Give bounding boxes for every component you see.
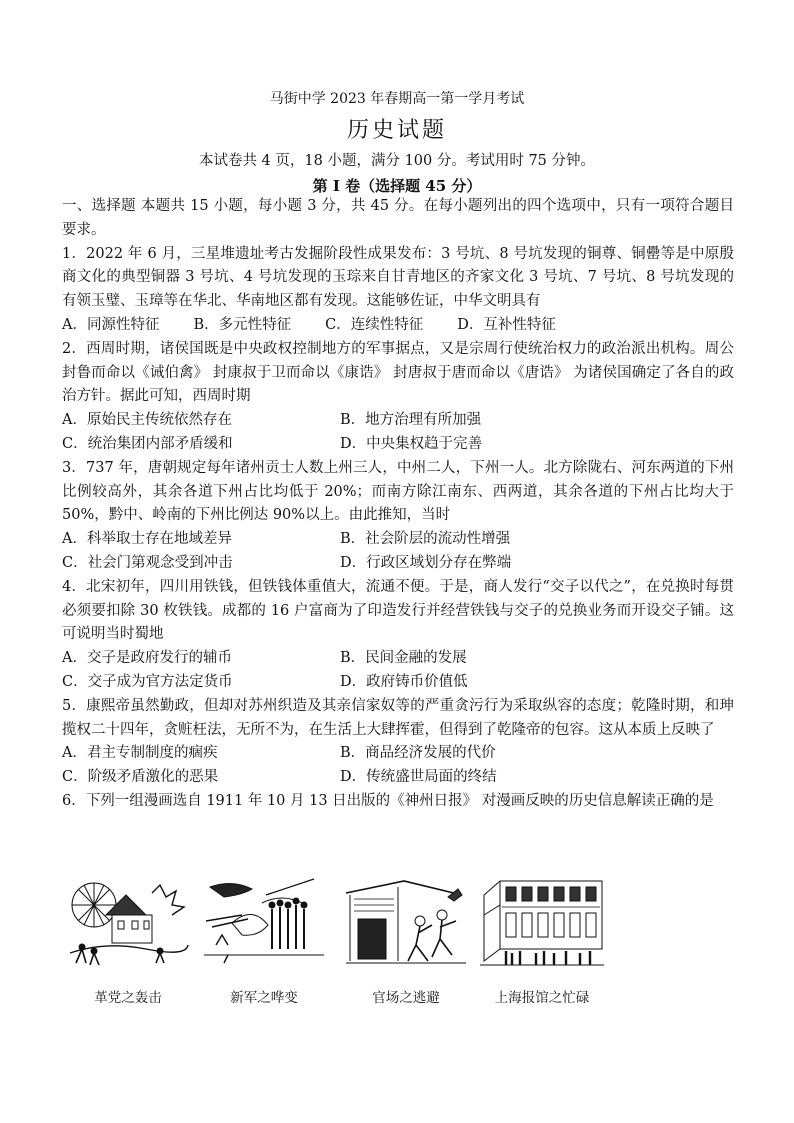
- cartoon-caption: 革党之轰击: [94, 990, 162, 1006]
- cartoon-mutiny-image: [202, 875, 326, 969]
- page-title: 历史试题: [346, 118, 447, 143]
- question-body: [62, 195, 734, 814]
- options-row: [62, 742, 734, 766]
- question-stem: 6．下列一组漫画选自 1911 年 10 月 13 日出版的《神州日报》 对漫画反映的历史信息解读正确的是: [62, 792, 714, 809]
- option: A．同源性特征: [62, 316, 160, 333]
- option: C．连续性特征: [325, 316, 424, 333]
- options-row: [62, 552, 734, 576]
- option: C．社会门第观念受到冲击: [62, 554, 233, 571]
- option: C．阶级矛盾激化的恶果: [62, 769, 219, 786]
- option: B．民间金融的发展: [340, 650, 467, 667]
- options-row: [62, 409, 734, 433]
- section-heading: 第 I 卷（选择题 45 分）: [312, 177, 482, 195]
- option: A．君主专制制度的痼疾: [62, 745, 218, 762]
- question-stem: 4．北宋初年，四川用铁钱，但铁钱体重值大，流通不便。于是，商人发行“交子以代之”，在兑换时每贯必须要扣除 30 枚铁钱。成都的 16 户富商为了印造发行并经营铁钱与交子的兑换业务而开设交子铺。这可说明当时蜀地: [62, 578, 734, 643]
- option: B．社会阶层的流动性增强: [340, 531, 511, 548]
- options-row: [62, 433, 734, 457]
- option: A．原始民主传统依然存在: [62, 412, 232, 429]
- cartoon-newspaper-office-image: [480, 875, 604, 969]
- option: B．地方治理有所加强: [340, 412, 482, 429]
- cartoon-caption: 新军之哗变: [230, 990, 298, 1006]
- option: B．商品经济发展的代价: [340, 745, 496, 762]
- option: D．互补性特征: [457, 316, 556, 333]
- option: D．传统盛世局面的终结: [340, 769, 497, 786]
- school-exam-name: 马街中学 2023 年春期高一第一学月考试: [269, 91, 525, 107]
- cartoon-officials-image: [344, 875, 468, 969]
- option: C．统治集团内部矛盾缓和: [62, 435, 233, 452]
- options-row: [62, 671, 734, 695]
- options-row: [62, 314, 734, 338]
- cartoon-bombardment-image: [66, 875, 190, 969]
- option: A．科举取士存在地域差异: [62, 531, 232, 548]
- options-row: [62, 528, 734, 552]
- options-row: [62, 647, 734, 671]
- question-stem: 5．康熙帝虽然勤政，但却对苏州织造及其亲信家奴等的严重贪污行为采取纵容的态度；乾隆时期，和珅揽权二十四年，贪赃枉法，无所不为，在生活上大肆挥霍，但得到了乾隆帝的包容。这从本质上反映了: [62, 697, 734, 738]
- option: B．多元性特征: [193, 316, 292, 333]
- option: D．行政区域划分存在弊端: [340, 554, 512, 571]
- instructions: 一、选择题 本题共 15 小题，每小题 3 分，共 45 分。在每小题列出的四个选项中，只有一项符合题目要求。: [62, 198, 734, 238]
- question-stem: 1．2022 年 6 月，三星堆遗址考古发掘阶段性成果发布：3 号坑、8 号坑发现的铜尊、铜罍等是中原殷商文化的典型铜器 3 号坑、4 号坑发现的玉琮来自甘青地区的齐家文化 3 号坑、7 号坑、8 号坑发现的有领玉璧、玉璋等在华北、华南地区都有发现。这能够佐证，中华文明具有: [62, 245, 734, 310]
- cartoon-strip: [62, 875, 734, 1015]
- question-stem: 2．西周时期，诸侯国既是中央政权控制地方的军事据点，又是宗周行使统治权力的政治派出机构。周公封鲁而命以《诫伯禽》 封康叔于卫而命以《康诰》 封唐叔于唐而命以《唐诰》 为诸侯国确定了各自的政治方针。据此可知，西周时期: [62, 340, 734, 405]
- option: D．中央集权趋于完善: [340, 435, 483, 452]
- option: D．政府铸币价值低: [340, 673, 468, 690]
- cartoon-caption: 上海报馆之忙碌: [494, 990, 590, 1006]
- options-row: [62, 766, 734, 790]
- question-stem: 3．737 年，唐朝规定每年诸州贡士人数上州三人，中州二人，下州一人。北方除陇右、河东两道的下州比例较高外，其余各道下州占比均低于 20%；而南方除江南东、西两道，其余各道的下州占比均大于 50%，黔中、岭南的下州比例达 90%以上。由此推知，当时: [62, 459, 734, 524]
- exam-info: 本试卷共 4 页，18 小题，满分 100 分。考试用时 75 分钟。: [198, 153, 596, 169]
- option: C．交子成为官方法定货币: [62, 673, 233, 690]
- option: A．交子是政府发行的辅币: [62, 650, 232, 667]
- cartoon-caption: 官场之逃避: [372, 990, 440, 1006]
